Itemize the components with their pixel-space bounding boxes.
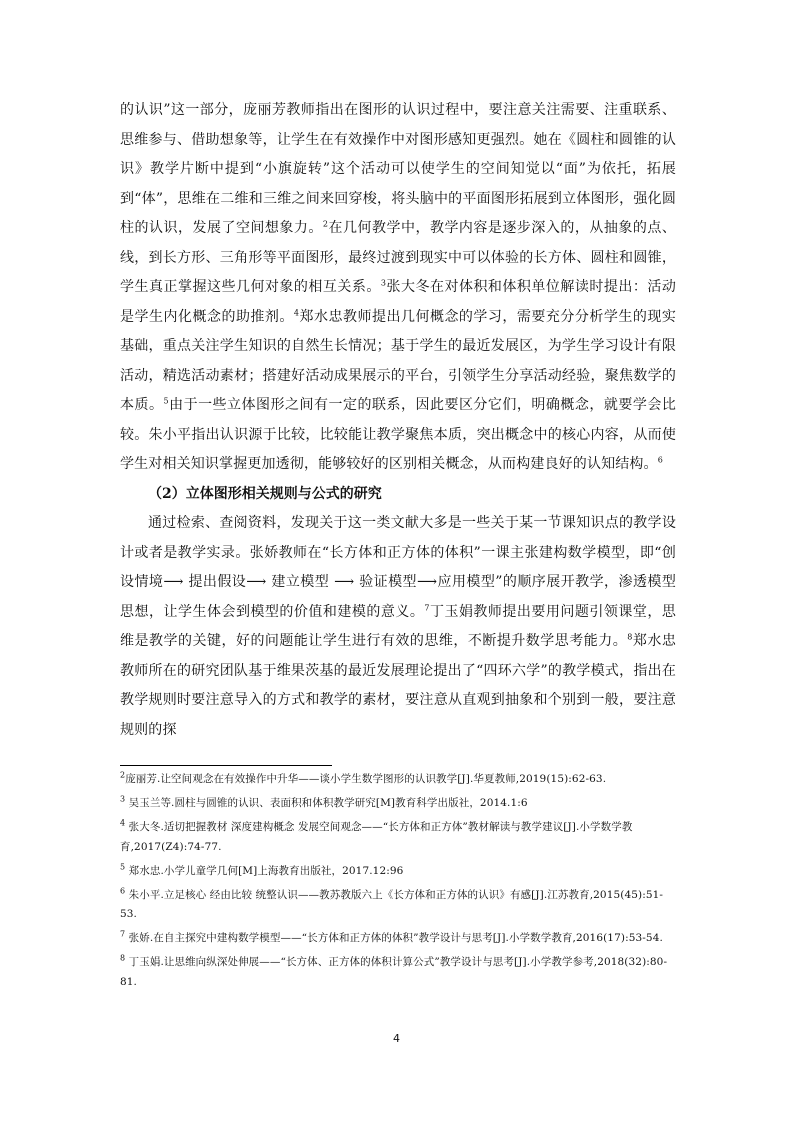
paragraph-text: 的认识”这一部分，庞丽芳教师指出在图形的认识过程中，要注意关注需要、注重联系、思维参与、借助想象等，让学生在有效操作中对图形感知更强烈。她在《圆柱和圆锥的认识》教学片断中提到“小旗旋转”这个活动可以使学生的空间知觉以“面”为依托，拓展到“体”，思维在二维和三维之间来回穿梭，将头脑中的平面图形拓展到立体图形，强化圆柱的认识，发展了空间想象力。 (120, 102, 676, 236)
footnote-mark: 7 (120, 929, 126, 939)
footnote-ref[interactable]: 8 (627, 632, 633, 642)
section-heading: （2）立体图形相关规则与公式的研究 (148, 485, 382, 502)
footnote-text: 张娇.在自主探究中建构数学模型——“长方体和正方体的体积”教学设计与思考[J].小学数学教育,2016(17):53-54. (125, 932, 663, 944)
page-number: 4 (393, 1032, 400, 1045)
footnote (120, 886, 676, 925)
footnote-mark: 8 (120, 953, 126, 963)
footnote (120, 953, 676, 992)
footnote-mark: 3 (120, 794, 126, 804)
body-text (120, 96, 676, 745)
footnotes (120, 770, 676, 992)
footnote-text: 郑水忠.小学儿童学几何[M]上海教育出版社，2017.12:96 (125, 864, 404, 877)
paragraph-1 (120, 96, 676, 480)
footnote-ref[interactable]: 3 (380, 278, 387, 288)
paragraph-text: 在几何教学中，教学内容是逐步深入的，从抽象的点、线，到长方形、三角形等平面图形，最终过渡到现实中可以体验的长方体、圆柱和圆锥，学生真正掌握这些几何对象的相互关系。 (120, 220, 676, 295)
footnote (120, 862, 676, 882)
footnote-text: 张大冬.适切把握教材 深度建构概念 发展空间观念——“长方体和正方体”教材解读与教学建议[J].小学数学教育,2017(Z4):74-77. (120, 821, 633, 853)
paragraph-text: 郑水忠教师所在的研究团队基于维果茨基的最近发展理论提出了“四环六学”的教学模式，指出在教学规则时要注意导入的方式和教学的素材，要注意从直观到抽象和个别到一般，要注意规则的探 (120, 633, 676, 738)
footnote-text: 庞丽芳.让空间观念在有效操作中升华——谈小学生数学图形的认识教学[J].华夏教师,2019(15):62-63. (125, 773, 607, 785)
footnote-ref[interactable]: 4 (293, 307, 300, 317)
footnote-separator (120, 765, 332, 766)
footnote-mark: 5 (120, 862, 126, 871)
footnote-mark: 2 (120, 770, 126, 780)
footnote-text: 朱小平.立足核心 经由比较 统整认识——教苏教版六上《长方体和正方体的认识》有感[J].江苏教育,2015(45):51-53. (120, 888, 664, 920)
footnote-mark: 6 (120, 886, 126, 895)
paragraph-text: 张大冬在对体积和体积单位解读时提出：活动是学生内化概念的助推剂。 (120, 279, 677, 325)
footnote (120, 770, 676, 790)
footnote (120, 929, 676, 949)
footnote (120, 794, 676, 814)
paragraph-text: 由于一些立体图形之间有一定的联系，因此要区分它们，明确概念，就要学会比较。朱小平指出认识源于比较，比较能让教学聚焦本质，突出概念中的核心内容，从而使学生对相关知识掌握更加透彻，能够较好的区别相关概念，从而构建良好的认知结构。 (120, 397, 676, 472)
paragraph-text: 通过检索、查阅资料，发现关于这一类文献大多是一些关于某一节课知识点的教学设计或者是教学实录。张娇教师在“长方体和正方体的体积”一课主张建构数学模型，即“创设情境⟶ 提出假设⟶ 建立模型 ⟶ 验证模型⟶应用模型”的顺序展开教学，渗透模型思想，让学生体会到模型的价值和建模的意义。 (120, 515, 676, 620)
footnote-ref[interactable]: 6 (657, 455, 663, 465)
footnote-text: 丁玉娟.让思维向纵深处伸展——“长方体、正方体的体积计算公式”教学设计与思考[J].小学教学参考,2018(32):80-81. (120, 956, 668, 988)
footnote (120, 818, 676, 857)
paragraph-text: 丁玉娟教师提出要用问题引领课堂，思维是教学的关键，好的问题能让学生进行有效的思维，不断提升数学思考能力。 (120, 603, 676, 649)
footnote-ref[interactable]: 2 (322, 219, 329, 229)
footnote-mark: 4 (120, 818, 126, 828)
paragraph-text: 郑水忠教师提出几何概念的学习，需要充分分析学生的现实基础，重点关注学生知识的自然生长情况；基于学生的最近发展区，为学生学习设计有限活动，精选活动素材；搭建好活动成果展示的平台，引领学生分享活动经验，聚焦数学的本质。 (120, 308, 676, 413)
paragraph-2 (120, 509, 676, 745)
footnote-ref[interactable]: 7 (424, 602, 430, 612)
footnote-ref[interactable]: 5 (163, 396, 169, 406)
footnote-text: 吴玉兰等.圆柱与圆锥的认识、表面积和体积教学研究[M]教育科学出版社，2014.1:6 (125, 797, 528, 809)
